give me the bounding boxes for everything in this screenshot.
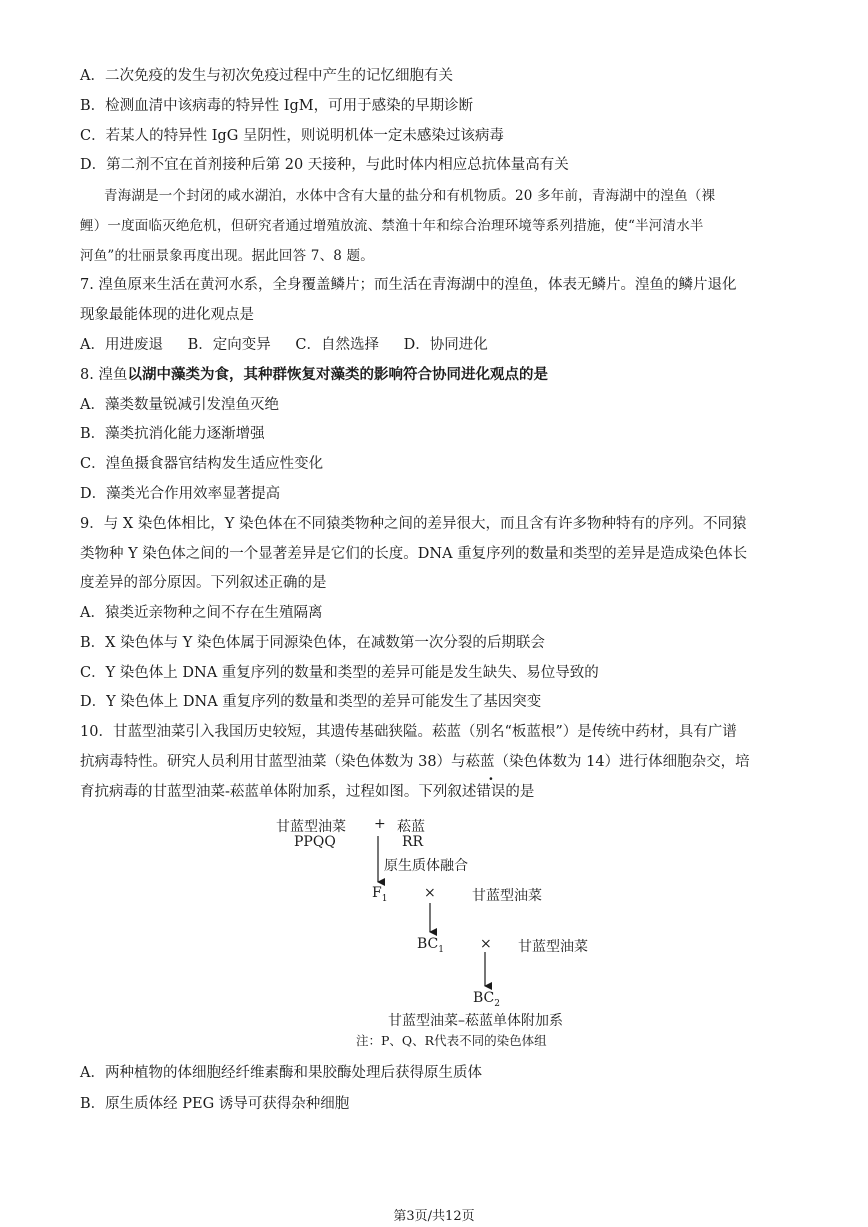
q8-option-d: D．藻类光合作用效率显著提高 xyxy=(80,486,281,502)
q10-stem-1: 10．甘蓝型油菜引入我国历史较短，其遗传基础狭隘。菘蓝（别名“板蓝根”）是传统中药材，具有广谱 xyxy=(80,724,737,740)
result-label: 甘蓝型油菜–菘蓝单体附加系 xyxy=(388,1013,563,1029)
q9-option-a: A．猿类近亲物种之间不存在生殖隔离 xyxy=(80,605,323,621)
q10-stem-3-suffix: 的是 xyxy=(505,784,535,800)
context-line-3: 河鱼”的壮丽景象再度出现。据此回答 7、8 题。 xyxy=(80,248,374,264)
bc2-text: BC xyxy=(473,990,495,1006)
q10-option-a: A．两种植物的体细胞经纤维素酶和果胶酶处理后获得原生质体 xyxy=(80,1065,482,1081)
cross-sign-1: × xyxy=(424,885,436,901)
q6-option-a: A．二次免疫的发生与初次免疫过程中产生的记忆细胞有关 xyxy=(80,68,453,84)
parent1-genome: PPQQ xyxy=(294,834,336,850)
parent2-genome: RR xyxy=(402,834,424,850)
q7-option-c: C．自然选择 xyxy=(295,337,379,353)
q10-option-b: B．原生质体经 PEG 诱导可获得杂种细胞 xyxy=(80,1096,350,1112)
q9-option-d: D．Y 染色体上 DNA 重复序列的数量和类型的差异可能发生了基因突变 xyxy=(80,694,542,710)
q7-stem-2: 现象最能体现的进化观点是 xyxy=(80,307,254,323)
q10-emphasis-word: 错误 xyxy=(476,784,506,800)
q8-option-b: B．藻类抗消化能力逐渐增强 xyxy=(80,426,265,442)
q8-option-c: C．湟鱼摄食器官结构发生适应性变化 xyxy=(80,456,324,472)
f1-label xyxy=(372,885,387,904)
q7-options xyxy=(80,335,508,355)
fusion-label: 原生质体融合 xyxy=(384,858,468,874)
context-line-2: 鲤）一度面临灭绝危机，但研究者通过增殖放流、禁渔十年和综合治理环境等系列措施，使“半河清水半 xyxy=(80,218,704,234)
q9-stem-2: 类物种 Y 染色体之间的一个显著差异是它们的长度。DNA 重复序列的数量和类型的差异是造成染色体长 xyxy=(80,546,748,562)
q9-stem-3: 度差异的部分原因。下列叙述正确的是 xyxy=(80,575,327,591)
q6-option-c: C．若某人的特异性 IgG 呈阴性，则说明机体一定未感染过该病毒 xyxy=(80,128,504,144)
bc1-label xyxy=(417,936,444,955)
q8-stem-prefix: 8. 湟鱼 xyxy=(80,367,128,383)
q8-option-a: A．藻类数量锐减引发湟鱼灭绝 xyxy=(80,397,279,413)
q9-option-c: C．Y 染色体上 DNA 重复序列的数量和类型的差异可能是发生缺失、易位导致的 xyxy=(80,665,599,681)
bc1-subscript: 1 xyxy=(438,944,444,955)
q10-stem-3 xyxy=(80,782,534,802)
bc1-text: BC xyxy=(417,936,439,952)
f1-subscript: 1 xyxy=(381,893,388,904)
q6-option-d: D．第二剂不宜在首剂接种后第 20 天接种，与此时体内相应总抗体量高有关 xyxy=(80,157,569,173)
q7-option-b: B．定向变异 xyxy=(187,337,271,353)
q7-option-a: A．用进废退 xyxy=(80,337,163,353)
parent1-name: 甘蓝型油菜 xyxy=(276,819,346,835)
q7-stem-1: 7. 湟鱼原来生活在黄河水系，全身覆盖鳞片；而生活在青海湖中的湟鱼，体表无鳞片。湟鱼的鳞片退化 xyxy=(80,277,737,293)
f1-text: F xyxy=(372,885,382,901)
q10-stem-3-prefix: 育抗病毒的甘蓝型油菜-菘蓝单体附加系，过程如图。下列叙述 xyxy=(80,784,477,800)
q8-stem xyxy=(80,365,548,385)
q8-stem-bold: 以湖中藻类为食，其种群恢复对藻类的影响符合协同进化观点的是 xyxy=(127,366,548,383)
q10-stem-2: 抗病毒特性。研究人员利用甘蓝型油菜（染色体数为 38）与菘蓝（染色体数为 14）进行体细胞杂交，培 xyxy=(80,754,750,770)
q6-option-b: B．检测血清中该病毒的特异性 IgM，可用于感染的早期诊断 xyxy=(80,98,474,114)
q9-stem-1: 9．与 X 染色体相比，Y 染色体在不同猿类物种之间的差异很大，而且含有许多物种特有的序列。不同猿 xyxy=(80,516,747,532)
context-line-1: 青海湖是一个封闭的咸水湖泊，水体中含有大量的盐分和有机物质。20 多年前，青海湖中的湟鱼（裸 xyxy=(104,188,716,204)
page-number: 第3页/共12页 xyxy=(393,1209,475,1224)
backcross-parent-1: 甘蓝型油菜 xyxy=(472,888,542,904)
parent2-name: 菘蓝 xyxy=(397,819,425,835)
q9-option-b: B．X 染色体与 Y 染色体属于同源染色体，在减数第一次分裂的后期联会 xyxy=(80,635,545,651)
plus-sign: + xyxy=(374,816,386,832)
backcross-parent-2: 甘蓝型油菜 xyxy=(518,939,588,955)
bc2-subscript: 2 xyxy=(494,998,500,1009)
cross-sign-2: × xyxy=(480,936,492,952)
q7-option-d: D．协同进化 xyxy=(403,337,488,353)
diagram-note: 注：P、Q、R代表不同的染色体组 xyxy=(356,1033,547,1048)
bc2-label xyxy=(473,990,500,1009)
